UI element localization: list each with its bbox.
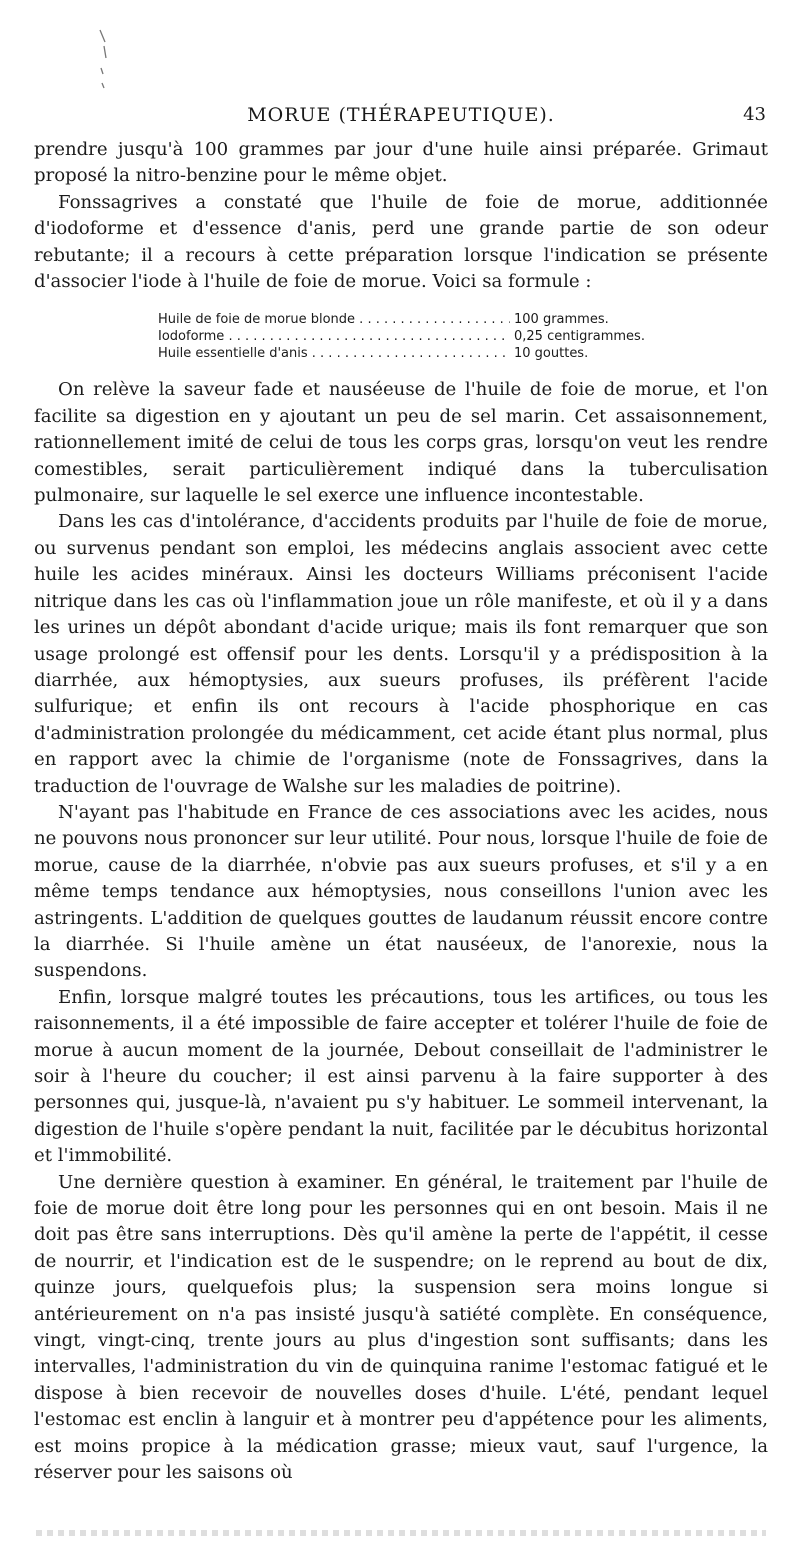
book-page	[34, 0, 768, 1566]
ingredient-name: Iodoforme . . .	[158, 328, 510, 345]
paragraph-continuation: prendre jusqu'à 100 grammes par jour d'une huile ainsi préparée. Grimaut proposé la nitro-benzine pour le même objet.	[34, 139, 768, 187]
paragraph: Enfin, lorsque malgré toutes les précautions, tous les artifices, ou tous les raisonnements, il a été impossible de faire accepter et tolérer l'huile de foie de morue à aucun moment de la journée, Debout conseillait de l'administrer le soir à l'heure du coucher; il est ainsi parvenu à la faire supporter à des personnes qui, jusque-là, n'avaient pu s'y habituer. Le sommeil intervenant, la digestion de l'huile s'opère pendant la nuit, facilitée par le décubitus horizontal et l'immobilité.	[34, 986, 768, 1167]
ingredient-dose: 10 gouttes.	[514, 346, 589, 362]
paragraph: Fonssagrives a constaté que l'huile de foie de morue, additionnée d'iodoforme et d'essence d'anis, perd une grande partie de son odeur rebutante; il a recours à cette préparation lorsque l'indication se présente d'associer l'iode à l'huile de foie de morue. Voici sa formule :	[34, 191, 768, 293]
formula-row	[158, 328, 658, 345]
ingredient-dose: 0,25 centigrammes.	[514, 329, 645, 345]
paragraph: N'ayant pas l'habitude en France de ces associations avec les acides, nous ne pouvons nous prononcer sur leur utilité. Pour nous, lorsque l'huile de foie de morue, cause de la diarrhée, n'obvie pas aux sueurs profuses, et s'il y a en même temps tendance aux hémoptysies, nous conseillons l'union avec les astringents. L'addition de quelques gouttes de laudanum réussit encore contre la diarrhée. Si l'huile amène un état nauséeux, de l'anorexie, nous la suspendons.	[34, 801, 768, 982]
paragraph: Une dernière question à examiner. En général, le traitement par l'huile de foie de morue doit être long pour les personnes qui en ont besoin. Mais il ne doit pas être sans interruptions. Dès qu'il amène la perte de l'appétit, il cesse de nourrir, et l'indication est de le suspendre; on le reprend au bout de dix, quinze jours, quelquefois plus; la suspension sera moins longue si antérieurement on n'a pas insisté jusqu'à satiété complète. En conséquence, vingt, vingt-cinq, trente jours au plus d'ingestion sont suffisants; dans les intervalles, l'administration du vin de quinquina ranime l'estomac fatigué et le dispose à bien recevoir de nouvelles doses d'huile. L'été, pendant lequel l'estomac est enclin à languir et à montrer peu d'appétence pour les aliments, est moins propice à la médication grasse; mieux vaut, sauf l'urgence, la réserver pour les saisons où	[34, 1171, 768, 1484]
ingredient-name: Huile de foie de morue blonde . . .	[158, 311, 510, 328]
formula-row	[158, 345, 658, 362]
formula-block	[158, 311, 658, 362]
scan-noise-line	[36, 1530, 766, 1536]
running-head: MORUE (THÉRAPEUTIQUE).	[247, 104, 555, 126]
body-text	[34, 137, 768, 1487]
paragraph: On relève la saveur fade et nauséeuse de l'huile de foie de morue, et l'on facilite sa digestion en y ajoutant un peu de sel marin. Cet assaisonnement, rationnellement imité de celui de tous les corps gras, lorsqu'on veut les rendre comestibles, serait particulièrement indiqué dans la tuberculisation pulmonaire, sur laquelle le sel exerce une influence incontestable.	[34, 379, 768, 507]
page-number: 43	[743, 104, 766, 125]
ingredient-name: Huile essentielle d'anis . . .	[158, 345, 510, 362]
page-header	[34, 100, 768, 130]
ingredient-dose: 100 grammes.	[514, 312, 609, 328]
paragraph: Dans les cas d'intolérance, d'accidents produits par l'huile de foie de morue, ou survenus pendant son emploi, les médecins anglais associent avec cette huile les acides minéraux. Ainsi les docteurs Williams préconisent l'acide nitrique dans les cas où l'inflammation joue un rôle manifeste, et où il y a dans les urines un dépôt abondant d'acide urique; mais ils font remarquer que son usage prolongé est offensif pour les dents. Lorsqu'il y a prédisposition à la diarrhée, aux hémoptysies, aux sueurs profuses, ils préfèrent l'acide sulfurique; et enfin ils ont recours à l'acide phosphorique en cas d'administration prolongée du médicamment, cet acide étant plus normal, plus en rapport avec la chimie de l'organisme (note de Fonssagrives, dans la traduction de l'ouvrage de Walshe sur les maladies de poitrine).	[34, 511, 768, 797]
formula-row	[158, 311, 658, 328]
